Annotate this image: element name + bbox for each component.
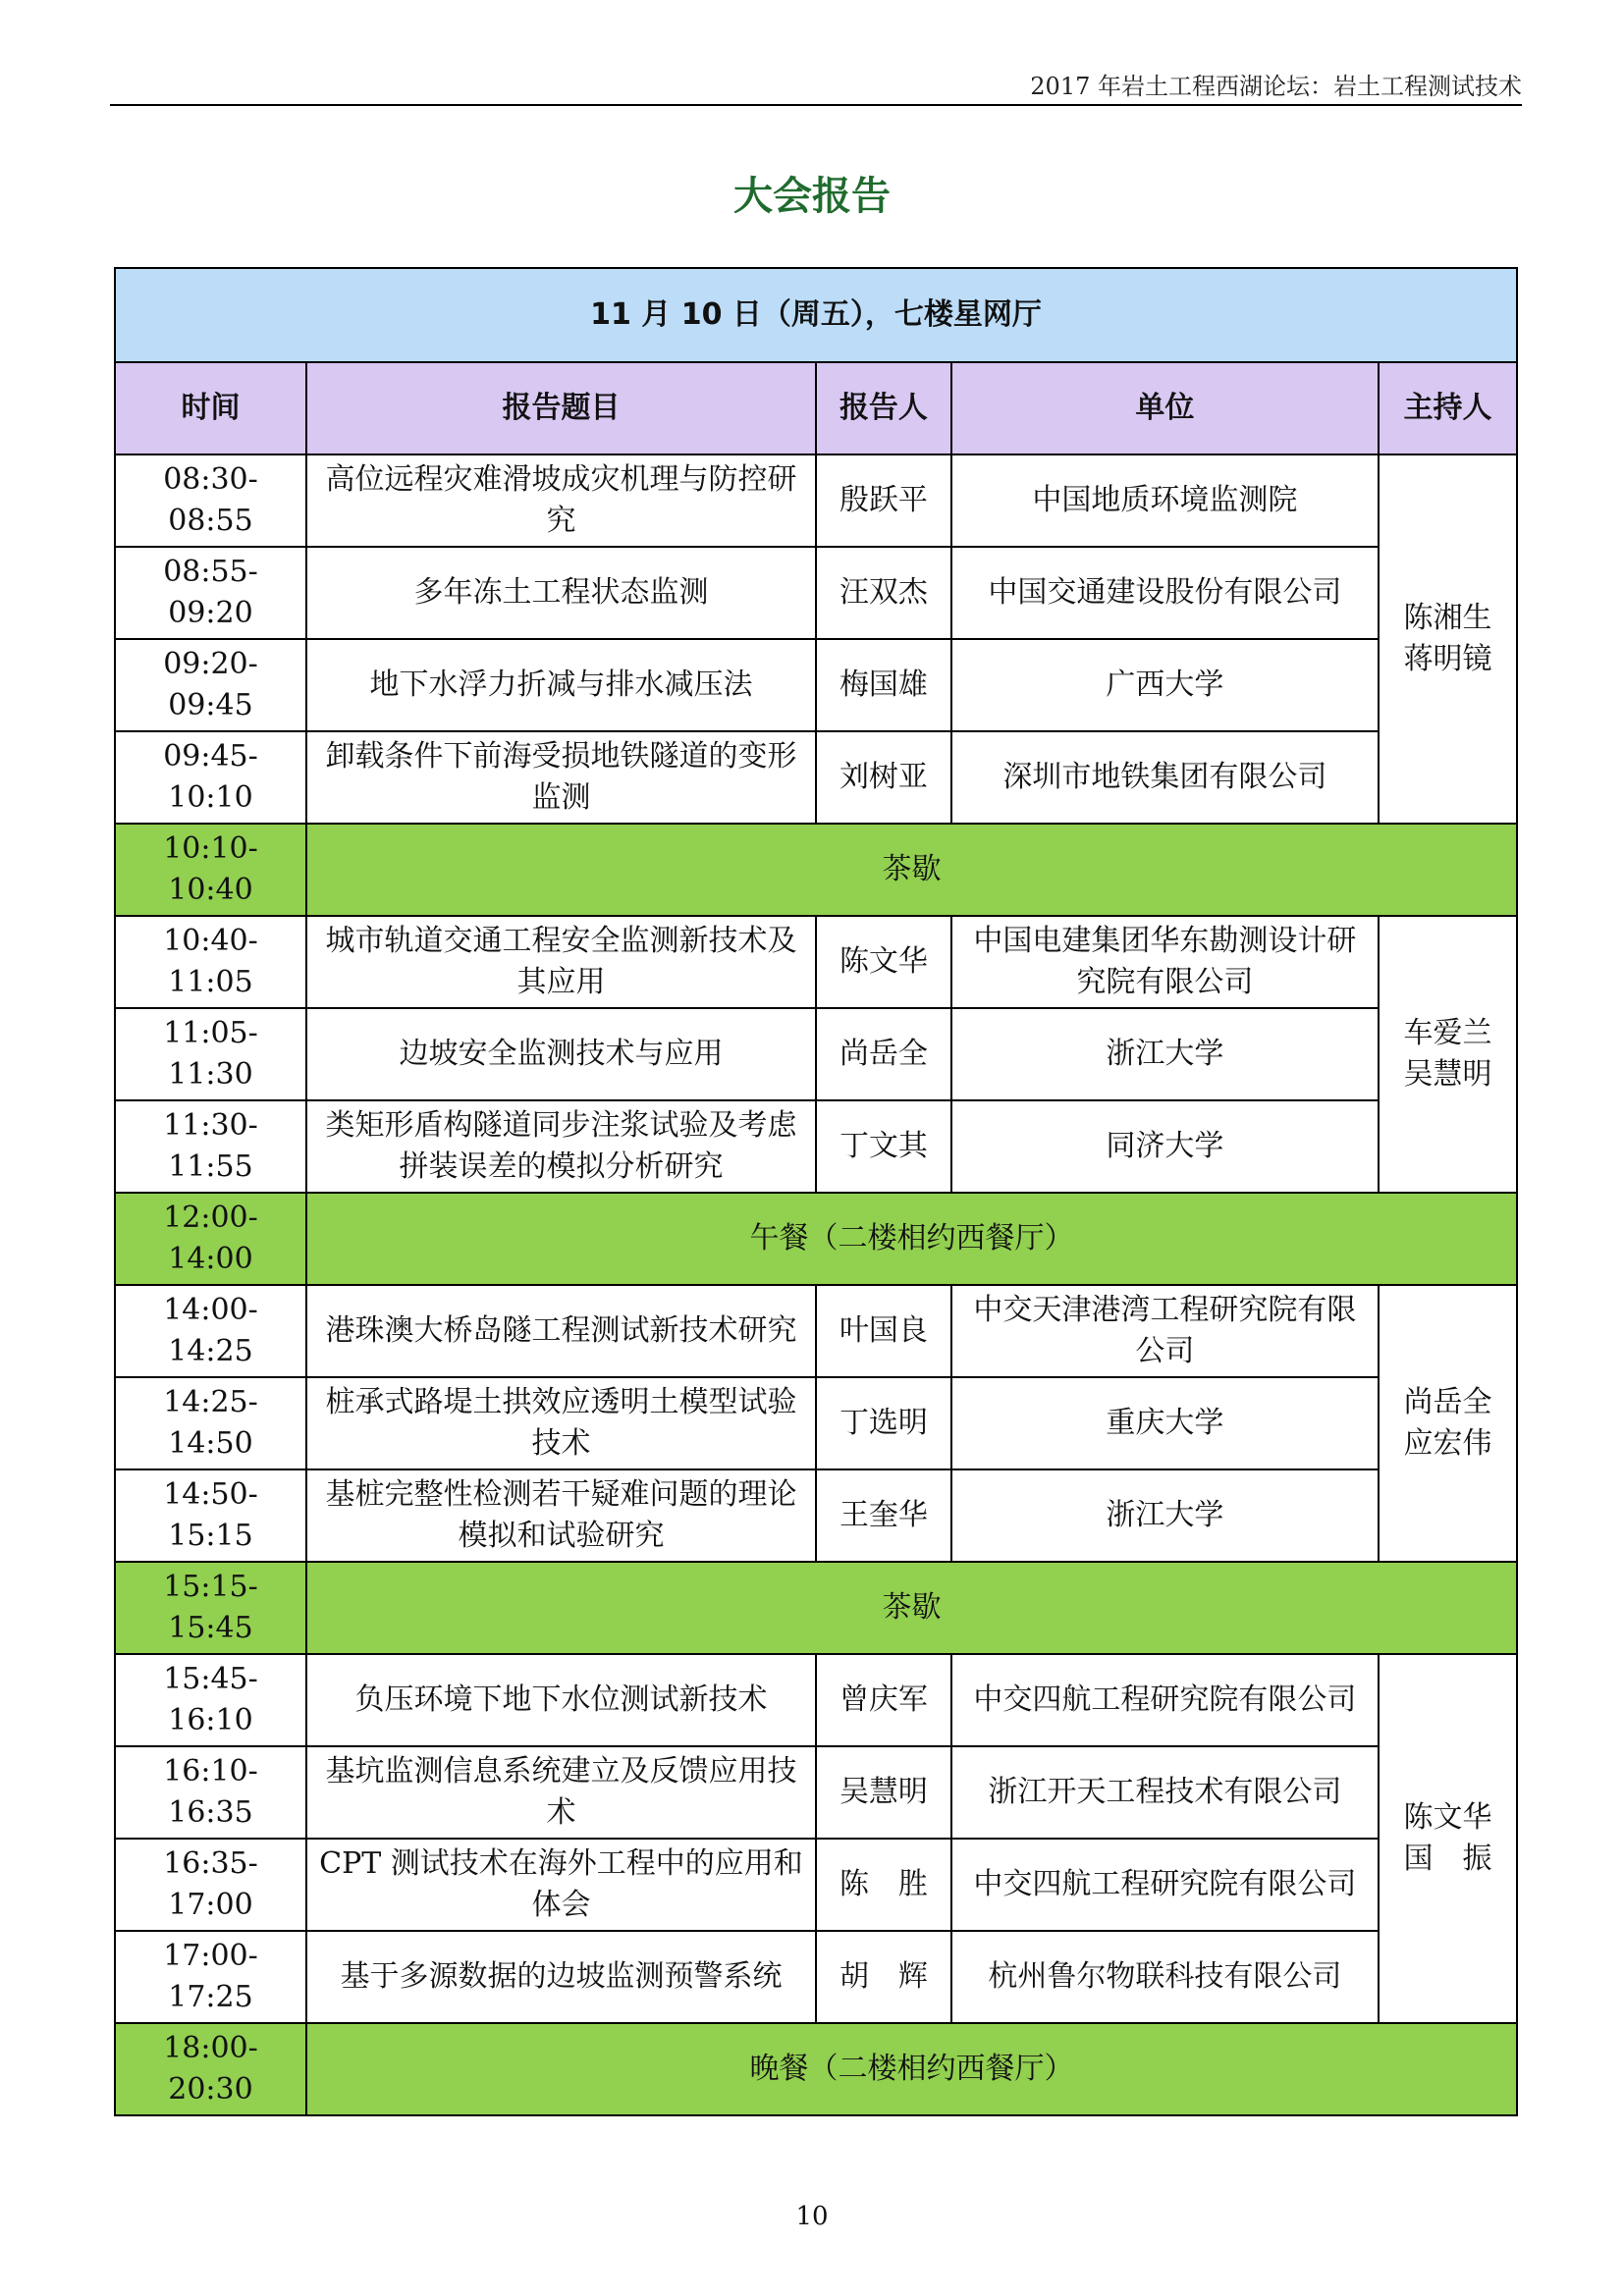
session-hosts — [1379, 916, 1517, 1193]
break-row — [115, 2023, 1517, 2115]
talk-time: 08:55-09:20 — [115, 547, 306, 639]
col-time-header: 时间 — [115, 362, 306, 454]
talk-topic: 基坑监测信息系统建立及反馈应用技术 — [306, 1746, 816, 1839]
schedule-table — [114, 267, 1518, 2116]
host-name: 陈文华 — [1403, 1800, 1492, 1835]
table-row — [115, 1377, 1517, 1469]
talk-topic: 港珠澳大桥岛隧工程测试新技术研究 — [306, 1285, 816, 1377]
talk-speaker: 刘树亚 — [816, 731, 951, 824]
date-line: 11 月 10 日（周五），七楼星网厅 — [115, 268, 1517, 362]
talk-time: 17:00-17:25 — [115, 1931, 306, 2023]
col-topic-header: 报告题目 — [306, 362, 816, 454]
talk-unit: 浙江大学 — [951, 1008, 1379, 1100]
talk-speaker: 吴慧明 — [816, 1746, 951, 1839]
talk-unit: 中国地质环境监测院 — [951, 454, 1379, 547]
session-hosts — [1379, 1654, 1517, 2023]
column-header-row — [115, 362, 1517, 454]
break-row — [115, 824, 1517, 916]
talk-unit: 同济大学 — [951, 1100, 1379, 1193]
talk-topic: 地下水浮力折减与排水减压法 — [306, 639, 816, 731]
table-row — [115, 1654, 1517, 1746]
talk-speaker: 王奎华 — [816, 1469, 951, 1562]
table-row — [115, 731, 1517, 824]
talk-time: 14:00-14:25 — [115, 1285, 306, 1377]
break-label: 午餐（二楼相约西餐厅） — [306, 1193, 1517, 1285]
break-label: 茶歇 — [306, 824, 1517, 916]
col-speaker-header: 报告人 — [816, 362, 951, 454]
talk-unit: 浙江大学 — [951, 1469, 1379, 1562]
talk-topic: 高位远程灾难滑坡成灾机理与防控研究 — [306, 454, 816, 547]
col-unit-header: 单位 — [951, 362, 1379, 454]
talk-speaker: 尚岳全 — [816, 1008, 951, 1100]
talk-speaker: 陈文华 — [816, 916, 951, 1008]
talk-topic: CPT 测试技术在海外工程中的应用和体会 — [306, 1839, 816, 1931]
talk-topic: 边坡安全监测技术与应用 — [306, 1008, 816, 1100]
page-title: 大会报告 — [733, 174, 891, 219]
host-name: 尚岳全 — [1403, 1385, 1492, 1419]
page-number: 10 — [795, 2202, 829, 2231]
talk-speaker: 曾庆军 — [816, 1654, 951, 1746]
header-rule — [110, 104, 1522, 106]
table-row — [115, 1469, 1517, 1562]
break-row — [115, 1193, 1517, 1285]
table-row — [115, 1746, 1517, 1839]
talk-speaker: 汪双杰 — [816, 547, 951, 639]
talk-topic: 卸载条件下前海受损地铁隧道的变形监测 — [306, 731, 816, 824]
table-row — [115, 547, 1517, 639]
talk-speaker: 丁文其 — [816, 1100, 951, 1193]
talk-time: 11:05-11:30 — [115, 1008, 306, 1100]
host-name: 国 振 — [1403, 1842, 1492, 1876]
talk-unit: 中交四航工程研究院有限公司 — [951, 1654, 1379, 1746]
talk-speaker: 梅国雄 — [816, 639, 951, 731]
talk-topic: 类矩形盾构隧道同步注浆试验及考虑拼装误差的模拟分析研究 — [306, 1100, 816, 1193]
talk-unit: 中交四航工程研究院有限公司 — [951, 1839, 1379, 1931]
talk-topic: 城市轨道交通工程安全监测新技术及其应用 — [306, 916, 816, 1008]
break-label: 晚餐（二楼相约西餐厅） — [306, 2023, 1517, 2115]
talk-topic: 多年冻土工程状态监测 — [306, 547, 816, 639]
host-name: 车爱兰 — [1403, 1016, 1492, 1050]
talk-unit: 重庆大学 — [951, 1377, 1379, 1469]
table-row — [115, 454, 1517, 547]
running-header: 2017 年岩土工程西湖论坛：岩土工程测试技术 — [1030, 73, 1522, 100]
table-row — [115, 1931, 1517, 2023]
table-row — [115, 639, 1517, 731]
table-row — [115, 1100, 1517, 1193]
break-time: 10:10-10:40 — [115, 824, 306, 916]
talk-time: 10:40-11:05 — [115, 916, 306, 1008]
talk-time: 16:10-16:35 — [115, 1746, 306, 1839]
talk-time: 08:30-08:55 — [115, 454, 306, 547]
talk-time: 14:25-14:50 — [115, 1377, 306, 1469]
talk-speaker: 胡 辉 — [816, 1931, 951, 2023]
host-name: 蒋明镜 — [1403, 642, 1492, 676]
talk-unit: 浙江开天工程技术有限公司 — [951, 1746, 1379, 1839]
talk-unit: 杭州鲁尔物联科技有限公司 — [951, 1931, 1379, 2023]
talk-time: 15:45-16:10 — [115, 1654, 306, 1746]
table-row — [115, 1285, 1517, 1377]
host-name: 吴慧明 — [1403, 1057, 1492, 1092]
talk-time: 11:30-11:55 — [115, 1100, 306, 1193]
date-row — [115, 268, 1517, 362]
talk-unit: 广西大学 — [951, 639, 1379, 731]
break-time: 18:00-20:30 — [115, 2023, 306, 2115]
host-name: 应宏伟 — [1403, 1426, 1492, 1461]
talk-time: 16:35-17:00 — [115, 1839, 306, 1931]
col-host-header: 主持人 — [1379, 362, 1517, 454]
table-row — [115, 1839, 1517, 1931]
session-hosts — [1379, 1285, 1517, 1562]
break-time: 15:15-15:45 — [115, 1562, 306, 1654]
break-time: 12:00-14:00 — [115, 1193, 306, 1285]
talk-speaker: 殷跃平 — [816, 454, 951, 547]
talk-speaker: 叶国良 — [816, 1285, 951, 1377]
talk-time: 09:20-09:45 — [115, 639, 306, 731]
break-row — [115, 1562, 1517, 1654]
talk-topic: 负压环境下地下水位测试新技术 — [306, 1654, 816, 1746]
table-row — [115, 1008, 1517, 1100]
talk-speaker: 丁选明 — [816, 1377, 951, 1469]
talk-unit: 中国交通建设股份有限公司 — [951, 547, 1379, 639]
talk-topic: 基于多源数据的边坡监测预警系统 — [306, 1931, 816, 2023]
talk-unit: 中交天津港湾工程研究院有限公司 — [951, 1285, 1379, 1377]
talk-unit: 深圳市地铁集团有限公司 — [951, 731, 1379, 824]
break-label: 茶歇 — [306, 1562, 1517, 1654]
talk-topic: 基桩完整性检测若干疑难问题的理论模拟和试验研究 — [306, 1469, 816, 1562]
talk-speaker: 陈 胜 — [816, 1839, 951, 1931]
session-hosts — [1379, 454, 1517, 824]
talk-unit: 中国电建集团华东勘测设计研究院有限公司 — [951, 916, 1379, 1008]
host-name: 陈湘生 — [1403, 601, 1492, 635]
table-row — [115, 916, 1517, 1008]
talk-time: 09:45-10:10 — [115, 731, 306, 824]
talk-topic: 桩承式路堤土拱效应透明土模型试验技术 — [306, 1377, 816, 1469]
talk-time: 14:50-15:15 — [115, 1469, 306, 1562]
